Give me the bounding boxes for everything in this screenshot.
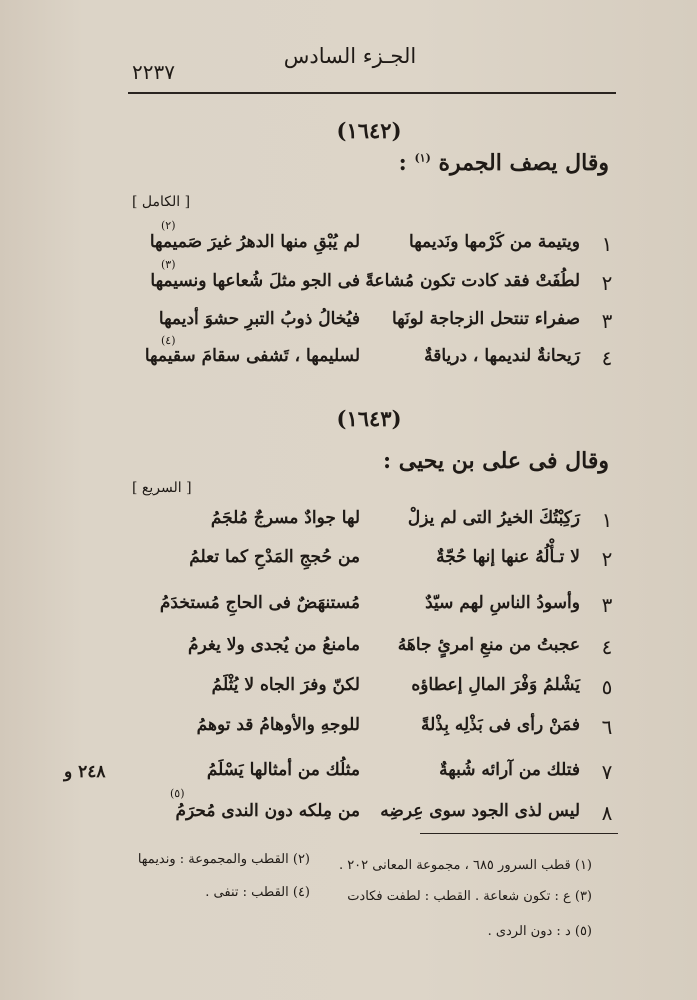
running-header-title: الجـزء السادس — [283, 44, 417, 68]
verse-second-hemistich: من مِلكه دون الندى مُحرَمُ — [175, 801, 360, 821]
verse-first-hemistich: يَشْلمُ وَفْرَ المالِ إعطاؤه — [411, 675, 580, 695]
header-rule — [128, 92, 616, 94]
footnote-ref: (٣) — [161, 258, 176, 271]
verse-number: ٨ — [601, 801, 613, 825]
verse-second-hemistich: مثلُك من أمثالها يَسْلَمُ — [206, 760, 360, 780]
footnote: (٤) القطب : تنفى . — [205, 885, 310, 900]
verse-second-hemistich: من حُججِ المَدْحِ كما تعلمُ — [189, 547, 360, 567]
verse-second-hemistich: لسليمها ، تَشفى سقامَ سقيمها — [144, 346, 360, 366]
verse-first-hemistich: لطُفَتْ فقد كادت تكون مُشاعةً — [365, 271, 580, 291]
verse-first-hemistich: فتلك من آرائه شُبهةٌ — [439, 760, 580, 780]
verse-first-hemistich: رَكِبْتُكَ الخيرُ التى لم يزلْ — [407, 508, 580, 528]
verse-second-hemistich: لها جوادٌ مسرجٌ مُلجَمُ — [210, 508, 360, 528]
poem-number: (١٦٤٢) — [336, 118, 402, 143]
meter-label: [ السريع ] — [132, 480, 192, 496]
footnote: (٣) ع : تكون شعاعة . القطب : لطفت فكادت — [347, 889, 592, 904]
meter-label: [ الكامل ] — [132, 194, 191, 210]
verse-first-hemistich: ويتيمة من كَرْمها ونَديمها — [409, 232, 580, 252]
verse-first-hemistich: ليس لذى الجود سوى عِرضِه — [380, 801, 580, 821]
footnote-ref: (٤) — [161, 334, 176, 347]
verse-second-hemistich: مامنعُ من يُجدى ولا يغرمُ — [188, 635, 360, 655]
verse-number: ٧ — [601, 760, 613, 784]
footnote: (٢) القطب والمجموعة : ونديمها — [137, 852, 310, 867]
verse-second-hemistich: مُستنهَضٌ فى الحاجِ مُستخدَمُ — [159, 593, 360, 613]
verse-number: ٣ — [601, 593, 613, 617]
verse-second-hemistich: فيُخالُ ذوبُ التبرِ حشوَ أديمها — [158, 309, 360, 329]
poem-intro-colon: : — [398, 150, 407, 176]
verse-number: ٤ — [601, 346, 613, 370]
verse-first-hemistich: لا تـأْلُهُ عنها إنها حُجّةٌ — [436, 547, 580, 567]
verse-first-hemistich: صفراء تنتحل الزجاجة لونَها — [391, 309, 580, 329]
verse-number: ٦ — [601, 715, 613, 739]
verse-number: ٤ — [601, 635, 613, 659]
verse-number: ٥ — [601, 675, 613, 699]
footnote: (١) قطب السرور ٦٨٥ ، مجموعة المعانى ٢٠٢ . — [338, 858, 592, 873]
verse-first-hemistich: وأسودُ الناسِ لهم سيّدٌ — [425, 593, 580, 613]
verse-second-hemistich: لم يُبْقِ منها الدهرُ غيرَ صَميمها — [149, 232, 360, 252]
verse-number: ١ — [601, 232, 613, 256]
verse-number: ٣ — [601, 309, 613, 333]
verse-second-hemistich: فى الجو مثلَ شُعاعها ونسيمها — [150, 271, 360, 291]
verse-number: ٢ — [601, 271, 613, 295]
footnote-ref: (١) — [414, 151, 431, 165]
poem-intro — [399, 150, 609, 176]
footnote: (٥) د : دون الردى . — [487, 924, 592, 939]
footnote-rule — [420, 833, 618, 834]
verse-second-hemistich: لكنّ وفرَ الجاه لا يُثْلَمُ — [211, 675, 360, 695]
manuscript-folio-note: ٢٤٨ و — [64, 762, 106, 782]
verse-number: ١ — [601, 508, 613, 532]
verse-second-hemistich: للوجهِ والأوهامُ قد توهمُ — [196, 715, 360, 735]
poem-intro-text: وقال يصف الجمرة — [438, 150, 609, 176]
verse-first-hemistich: فمَنْ رأى فى بَذْلِه بِذْلةً — [420, 715, 580, 735]
poem-number: (١٦٤٣) — [336, 406, 402, 431]
verse-first-hemistich: عجبتُ من منعِ امرئٍ جاهَهُ — [397, 635, 580, 655]
footnote-ref: (٢) — [161, 219, 176, 232]
poem-intro: وقال فى على بن يحيى : — [382, 448, 609, 474]
verse-number: ٢ — [601, 547, 613, 571]
verse-first-hemistich: رَيحانةٌ لنديمها ، درياقةٌ — [424, 346, 580, 366]
footnote-ref: (٥) — [170, 787, 185, 800]
page-number: ٢٢٣٧ — [132, 60, 175, 84]
